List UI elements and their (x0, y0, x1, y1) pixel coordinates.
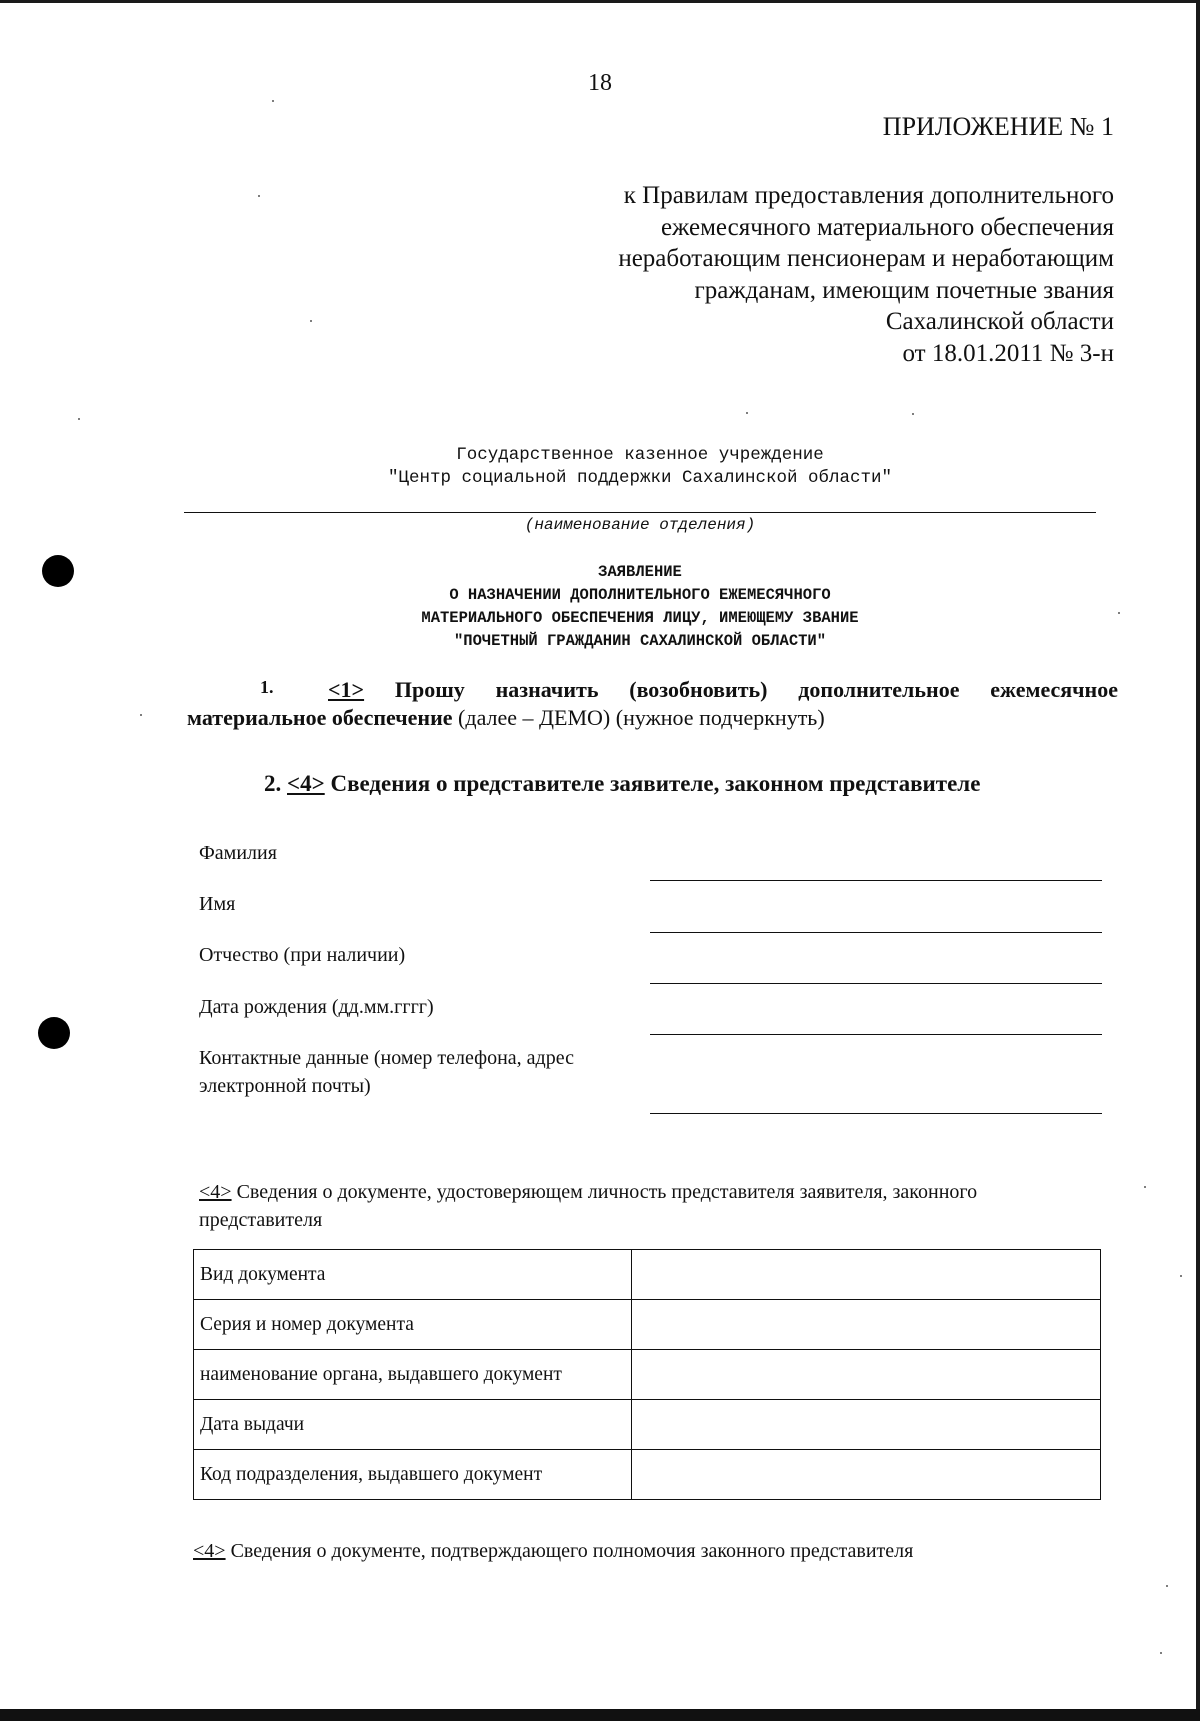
statement-title (180, 561, 1100, 653)
issuing-authority-cell[interactable] (632, 1350, 1101, 1400)
section2-title-text: Сведения о представителе заявителе, законном представителе (324, 771, 981, 796)
organization-line: Государственное казенное учреждение (456, 445, 824, 465)
scan-speck (746, 412, 748, 414)
identity-document-heading (199, 1178, 1099, 1234)
rules-reference-line: к Правилам предоставления дополнительного (623, 182, 1114, 209)
field-label-surname: Фамилия (199, 842, 277, 864)
authority-document-heading-text: Сведения о документе, подтверждающего полномочия законного представителя (225, 1540, 914, 1562)
department-caption: (наименование отделения) (524, 516, 756, 534)
rules-reference-line: ежемесячного материального обеспечения (660, 213, 1114, 241)
division-code-label: Код подразделения, выдавшего документ (194, 1450, 632, 1500)
section2-marker: <4> (287, 771, 325, 796)
table-row (194, 1400, 1101, 1450)
contacts-field[interactable] (650, 1113, 1102, 1114)
division-code-cell[interactable] (632, 1450, 1101, 1500)
field-label-birth-date: Дата рождения (дд.мм.гггг) (199, 996, 434, 1018)
section1-number: 1. (260, 677, 274, 697)
rules-reference-line: Сахалинской области (885, 308, 1114, 335)
authority-document-heading (193, 1540, 913, 1563)
field-label-patronymic: Отчество (при наличии) (199, 944, 406, 966)
scan-speck (78, 418, 80, 420)
scan-speck (140, 714, 142, 716)
identity-document-marker: <4> (199, 1181, 232, 1203)
statement-title-line: ЗАЯВЛЕНИЕ (598, 563, 682, 581)
department-fill-line[interactable] (184, 512, 1096, 513)
rules-reference-line: от 18.01.2011 № 3-н (902, 339, 1114, 367)
section1-note: (далее – ДЕМО) (нужное подчеркнуть) (452, 705, 825, 730)
table-row (194, 1300, 1101, 1350)
section1-continuation (187, 705, 825, 731)
document-series-number-label: Серия и номер документа (194, 1300, 632, 1350)
section1-request (328, 677, 1118, 703)
scan-speck (258, 195, 260, 197)
scan-edge-top (0, 0, 1200, 3)
page-number: 18 (588, 70, 612, 96)
scan-edge-bottom (0, 1709, 1200, 1721)
field-label-contacts: Контактные данные (номер телефона, адрес электронной почты) (199, 1047, 574, 1097)
patronymic-field[interactable] (650, 983, 1102, 984)
scan-speck (1180, 1275, 1182, 1277)
section2-prefix: 2. (264, 771, 287, 796)
statement-title-line: "ПОЧЕТНЫЙ ГРАЖДАНИН САХАЛИНСКОЙ ОБЛАСТИ" (453, 632, 827, 650)
statement-title-line: МАТЕРИАЛЬНОГО ОБЕСПЕЧЕНИЯ ЛИЦУ, ИМЕЮЩЕМУ ЗВАНИЕ (421, 609, 859, 627)
scan-speck (912, 413, 914, 415)
appendix-title: ПРИЛОЖЕНИЕ № 1 (882, 112, 1114, 141)
rules-reference-line: неработающим пенсионерам и неработающим (618, 245, 1114, 272)
identity-document-table (193, 1249, 1101, 1500)
section1-bold-text: материальное обеспечение (187, 705, 453, 730)
document-series-number-cell[interactable] (632, 1300, 1101, 1350)
issue-date-label: Дата выдачи (194, 1400, 632, 1450)
issuing-authority-label: наименование органа, выдавшего документ (194, 1350, 632, 1400)
identity-document-heading-text: Сведения о документе, удостоверяющем личность представителя заявителя, законного представителя (199, 1181, 978, 1231)
field-label-name: Имя (199, 893, 236, 915)
organization-name (180, 444, 1100, 490)
table-row (194, 1450, 1101, 1500)
surname-field[interactable] (650, 880, 1102, 881)
punch-hole-bottom (38, 1017, 70, 1049)
scan-speck (1166, 1585, 1168, 1587)
name-field[interactable] (650, 932, 1102, 933)
issue-date-cell[interactable] (632, 1400, 1101, 1450)
scan-speck (310, 320, 312, 322)
scan-speck (1160, 1652, 1162, 1654)
section2-title (264, 771, 980, 797)
scan-speck (1118, 612, 1120, 614)
scan-speck (272, 100, 274, 102)
section1-request-text: Прошу назначить (возобновить) дополнительное ежемесячное (394, 677, 1119, 702)
scan-speck (1144, 1186, 1146, 1188)
punch-hole-top (42, 555, 74, 587)
authority-document-marker: <4> (193, 1540, 226, 1562)
document-type-label: Вид документа (194, 1250, 632, 1300)
birth-date-field[interactable] (650, 1034, 1102, 1035)
statement-title-line: О НАЗНАЧЕНИИ ДОПОЛНИТЕЛЬНОГО ЕЖЕМЕСЯЧНОГО (449, 586, 831, 604)
rules-reference-line: гражданам, имеющим почетные звания (694, 276, 1114, 304)
organization-line: "Центр социальной поддержки Сахалинской области" (387, 468, 893, 488)
rules-reference (494, 180, 1114, 369)
section1-marker: <1> (328, 677, 365, 702)
scan-edge-right (1196, 0, 1200, 1721)
table-row (194, 1250, 1101, 1300)
document-type-cell[interactable] (632, 1250, 1101, 1300)
table-row (194, 1350, 1101, 1400)
